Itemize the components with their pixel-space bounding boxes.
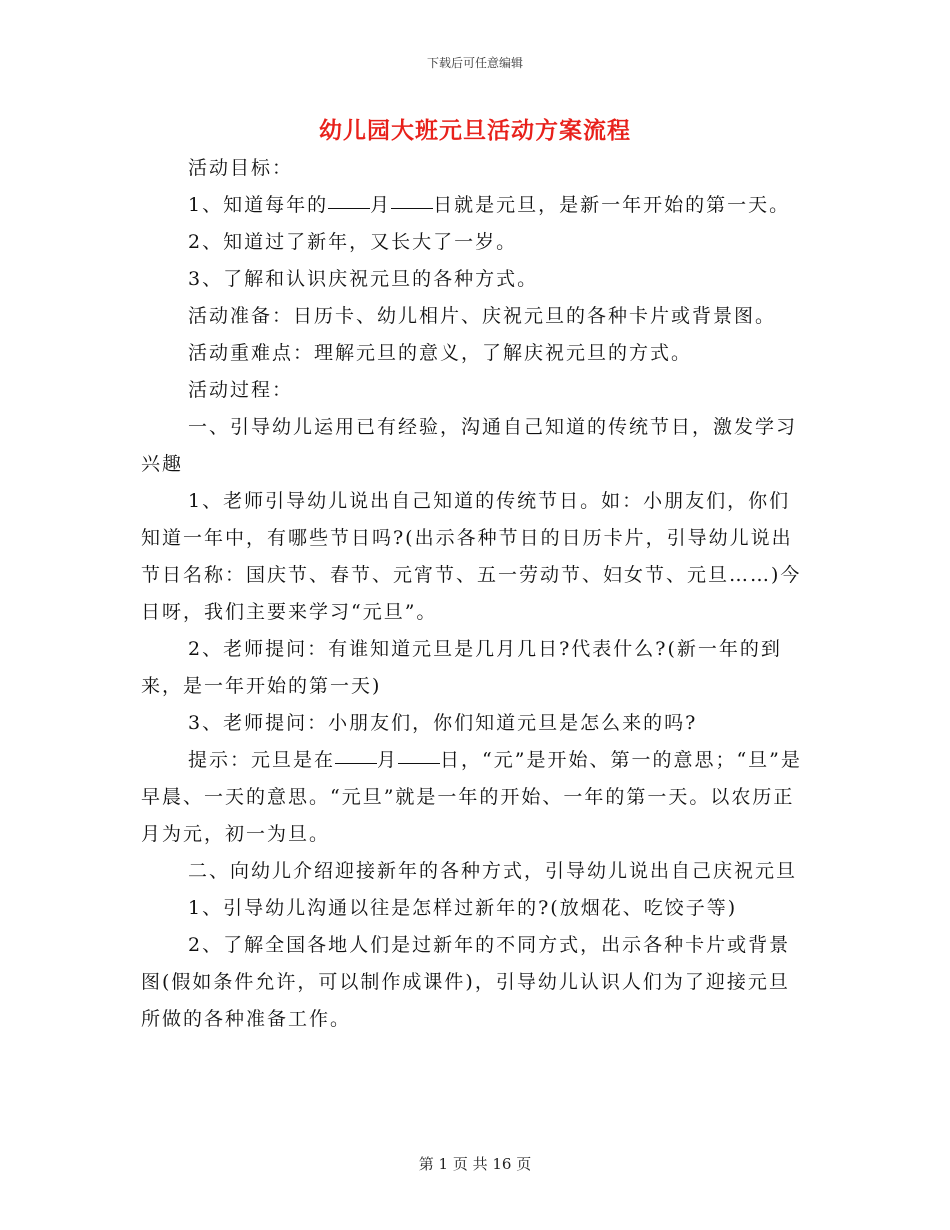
section-2-item-1: 1、引导幼儿沟通以往是怎样过新年的?(放烟花、吃饺子等) (188, 897, 738, 919)
document-body (141, 150, 807, 1038)
goal-item-1-part-a: 1、知道每年的 (188, 194, 329, 216)
goal-item-2: 2、知道过了新年，又长大了一岁。 (188, 231, 518, 253)
hint-paragraph (141, 742, 807, 853)
goal-heading: 活动目标： (188, 157, 294, 179)
goal-item-1-part-c: 日就是元旦，是新一年开始的第一天。 (433, 194, 791, 216)
section-2-heading: 二、向幼儿介绍迎接新年的各种方式，引导幼儿说出自己庆祝元旦 (188, 860, 798, 882)
goal-item-1 (141, 187, 807, 224)
header-note: 下载后可任意编辑 (426, 56, 523, 70)
fill-blank-month (328, 207, 370, 209)
section-1-item-2: 2、老师提问：有谁知道元旦是几月几日?代表什么?(新一年的到来，是一年开始的第一天) (141, 638, 782, 697)
activity-key-points: 活动重难点：理解元旦的意义，了解庆祝元旦的方式。 (188, 342, 693, 364)
section-2-item-2: 2、了解全国各地人们是过新年的不同方式，出示各种卡片或背景图(假如条件允许，可以制作成课件)，引导幼儿认识人们为了迎接元旦所做的各种准备工作。 (141, 934, 791, 1030)
section-1-item-3: 3、老师提问：小朋友们，你们知道元旦是怎么来的吗? (188, 712, 698, 734)
fill-blank-month (335, 762, 377, 764)
page-footer: 第 1 页 共 16 页 (418, 1155, 532, 1173)
section-1-heading: 一、引导幼儿运用已有经验，沟通自己知道的传统节日，激发学习兴趣 (141, 416, 798, 475)
document-title: 幼儿园大班元旦活动方案流程 (319, 117, 631, 144)
activity-preparation: 活动准备：日历卡、幼儿相片、庆祝元旦的各种卡片或背景图。 (188, 305, 777, 327)
section-1-item-1: 1、老师引导幼儿说出自己知道的传统节日。如：小朋友们，你们知道一年中，有哪些节日吗?(出示各种节日的日历卡片，引导幼儿说出节日名称：国庆节、春节、元宵节、五一劳动节、妇女节、元旦……)今日呀，我们主要来学习“元旦”。 (141, 490, 802, 623)
hint-part-a: 提示：元旦是在 (188, 749, 336, 771)
goal-item-1-part-b: 月 (370, 194, 392, 216)
hint-part-c: 日，“元”是开始、第一的意思；“旦”是早晨、一天的意思。“元旦”就是一年的开始、一年的第一天。以农历正月为元，初一为旦。 (141, 749, 802, 845)
process-heading: 活动过程： (188, 379, 294, 401)
hint-part-b: 月 (377, 749, 399, 771)
goal-item-3: 3、了解和认识庆祝元旦的各种方式。 (188, 268, 539, 290)
fill-blank-day (398, 762, 440, 764)
fill-blank-day (391, 207, 433, 209)
